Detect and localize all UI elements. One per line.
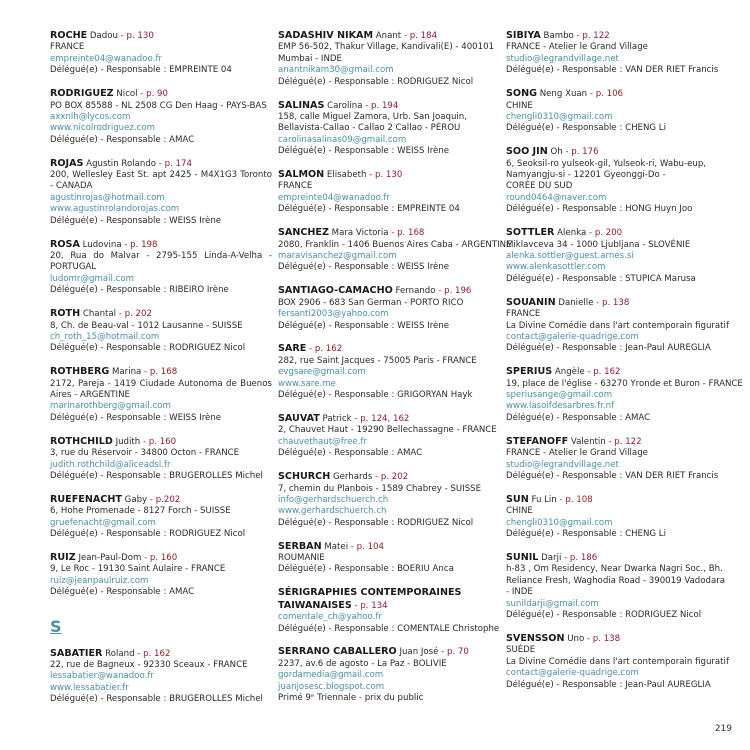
artist-surname: SADASHIV NIKAM	[278, 30, 374, 41]
artist-entry	[278, 343, 500, 401]
page-number: 219	[714, 724, 732, 734]
page-reference: - p. 168	[141, 367, 178, 378]
entry-detail: Délégué(e) - Responsable : BOERIU Anca	[278, 564, 454, 575]
artist-surname: SPERIUS	[506, 366, 553, 378]
artist-surname: RODRIGUEZ	[50, 88, 114, 100]
artist-first-name: Alenka	[554, 228, 587, 239]
page-reference: - p. 122	[573, 31, 610, 41]
entry-heading	[50, 436, 272, 448]
entry-detail: FRANCE	[278, 181, 313, 192]
contact-link[interactable]: comentale_ch@yahoo.fr	[278, 612, 382, 623]
entry-detail: 19, place de l'église - 63270 Yronde et Buron - FRANCE	[506, 378, 743, 389]
entry-detail: Délégué(e) - Responsable : BRUGEROLLES Michel	[50, 694, 263, 705]
entry-detail: 9, Le Roc - 19130 Saint Aulaire - FRANCE	[50, 564, 226, 575]
entry-detail: Délégué(e) - Responsable : STUPICA Marusa	[506, 273, 696, 284]
page-reference: - p. 108	[556, 494, 593, 505]
artist-surname: SALINAS	[278, 99, 325, 111]
artist-surname: STEFANOFF	[506, 435, 569, 447]
artist-first-name: Gaby	[121, 494, 148, 505]
artist-surname: SVENSSON	[506, 632, 565, 644]
entry-detail: SUÈDE	[506, 645, 536, 656]
contact-link[interactable]: lessabatier@wanadoo.fr	[50, 671, 154, 682]
page-reference: - p. 122	[605, 436, 642, 447]
artist-first-name: Matei	[321, 541, 349, 552]
entry-detail: 2, Chauvet Haut - 19290 Bellechassagne - FRANCE	[278, 425, 497, 436]
contact-link[interactable]: www.alenkasottler.com	[506, 262, 606, 273]
artist-entry	[50, 158, 272, 227]
contact-link[interactable]: anantnikam30@gmail.com	[278, 65, 394, 76]
artist-entry	[50, 308, 272, 355]
entry-detail: FRANCE	[506, 309, 541, 320]
contact-link[interactable]: ch_roth_15@hotmail.com	[50, 331, 160, 342]
artist-surname: SALMON	[278, 169, 325, 181]
artist-entry	[506, 146, 732, 215]
entry-detail: FRANCE - Atelier le Grand Village	[506, 42, 648, 53]
entry-detail: Délégué(e) - Responsable : WEISS Irène	[278, 320, 450, 331]
artist-surname: ROTHCHILD	[50, 435, 113, 447]
artist-surname: SANTIAGO-CAMACHO	[278, 285, 393, 297]
artist-first-name: Fu Lin	[528, 494, 557, 505]
artist-entry	[506, 552, 732, 621]
page-reference: - p. 124, 162	[351, 413, 410, 424]
entry-detail: 2080, Franklin - 1406 Buenos Aires Caba - ARGENTINE	[278, 239, 512, 250]
entry-heading	[278, 285, 500, 297]
entry-detail: Délégué(e) - Responsable : COMENTALE Christophe	[278, 623, 500, 634]
artist-surname-cont: TAIWANAISES	[278, 599, 352, 611]
entry-detail: Délégué(e) - Responsable : GRIGORYAN Hayk	[278, 390, 473, 401]
entry-detail: Délégué(e) - Responsable : RODRIGUEZ Nicol	[50, 529, 246, 540]
contact-link[interactable]: sunildarji@gmail.com	[506, 598, 599, 609]
contact-link[interactable]: www.lessabatier.fr	[50, 682, 129, 693]
entry-detail: h-83 , Om Residency, Near Dwarka Nagri Soc., Bh.	[506, 564, 723, 575]
entry-detail: Miklavceva 34 - 1000 Ljubljana - SLOVÉNIE	[506, 239, 691, 250]
contact-link[interactable]: speriusange@gmail.com	[506, 390, 613, 401]
entry-heading	[278, 169, 500, 181]
page-reference: - p. 162	[306, 344, 343, 355]
page-reference: - p.202	[147, 494, 181, 505]
entry-detail: Délégué(e) - Responsable : EMPREINTE 04	[278, 204, 460, 215]
artist-entry	[50, 436, 272, 483]
artist-surname: SABATIER	[50, 647, 103, 659]
artist-entry	[506, 494, 732, 541]
contact-link[interactable]: empreinte04@wanadoo.fr	[50, 53, 162, 64]
artist-first-name: Chantal	[80, 309, 117, 320]
page-reference: - p. 160	[140, 436, 177, 447]
artist-first-name: Elisabeth	[324, 170, 367, 181]
artist-first-name: Ludovina	[79, 239, 122, 250]
entry-heading	[50, 494, 272, 506]
artist-surname: SOO JIN	[506, 146, 548, 158]
entry-detail: 158, calle Miguel Zamora, Urb. San Joaquin,	[278, 111, 467, 122]
artist-entry	[50, 494, 272, 541]
entry-detail: Délégué(e) - Responsable : RODRIGUEZ Nicol	[278, 517, 474, 528]
contact-link[interactable]: empreinte04@wanadoo.fr	[278, 192, 390, 203]
page-reference: - p. 160	[141, 553, 178, 564]
page-reference: - p. 176	[562, 147, 599, 158]
artist-entry	[506, 88, 732, 135]
entry-heading	[506, 88, 732, 100]
entry-detail: 6, Seoksil-ro yulseok-gil, Yulseok-ri, Wabu-eup,	[506, 158, 707, 169]
entry-detail: Délégué(e) - Responsable : Jean-Paul AUREGLIA	[506, 679, 711, 690]
artist-entry	[278, 587, 500, 635]
entry-heading	[506, 633, 732, 645]
entry-detail: Délégué(e) - Responsable : AMAC	[50, 134, 195, 145]
entry-heading	[506, 436, 732, 448]
contact-link[interactable]: contact@galerie-quadrige.com	[506, 668, 639, 679]
artist-entry	[278, 169, 500, 216]
contact-link[interactable]: evgsare@gmail.com	[278, 367, 366, 378]
artist-surname: SOTTLER	[506, 227, 555, 239]
page-reference: - p. 198	[121, 239, 158, 250]
entry-detail: ROUMANIE	[278, 553, 325, 564]
entry-heading	[278, 646, 500, 658]
entry-heading	[506, 494, 732, 506]
entry-heading	[278, 413, 500, 425]
page-reference: - p. 200	[586, 228, 623, 239]
page-reference: - p. 196	[435, 286, 472, 297]
artist-entry	[50, 239, 272, 297]
entry-heading	[50, 88, 272, 100]
contact-link[interactable]: contact@galerie-quadrige.com	[506, 331, 639, 342]
artist-entry	[506, 227, 732, 285]
artist-first-name: Roland	[102, 648, 135, 659]
artist-entry	[278, 646, 500, 704]
entry-heading	[50, 239, 272, 251]
artist-surname: ROCHE	[50, 30, 88, 41]
contact-link[interactable]: www.sare.me	[278, 378, 336, 389]
artist-entry	[506, 633, 732, 691]
contact-link[interactable]: chengli0310@gmail.com	[506, 111, 613, 122]
artist-surname: SUN	[506, 493, 529, 505]
entry-detail: Namyangju-si - 12201 Gyeonggi-Do -	[506, 170, 666, 181]
entry-detail: Primé 9ᵉ Triennale - prix du public	[278, 693, 424, 704]
artist-first-name: Oh	[547, 147, 563, 158]
entry-detail: 7, chemin du Planbois - 1589 Chabrey - SUISSE	[278, 483, 482, 494]
entry-detail: Délégué(e) - Responsable : RODRIGUEZ Nicol	[506, 610, 702, 621]
artist-surname: RUIZ	[50, 552, 76, 564]
entry-detail: 8, Ch. de Beau-val - 1012 Lausanne - SUISSE	[50, 320, 243, 331]
artist-first-name: Bambo	[540, 31, 574, 41]
entry-detail: CHINE	[506, 506, 533, 517]
entry-detail: Délégué(e) - Responsable : WEISS Irène	[278, 146, 450, 157]
artist-surname: SERRANO CABALLERO	[278, 646, 397, 658]
artist-first-name: Carolina	[324, 100, 363, 111]
artist-entry	[506, 436, 732, 483]
contact-link[interactable]: chengli0310@gmail.com	[506, 517, 613, 528]
contact-link[interactable]: info@gerhardschuerch.ch	[278, 494, 389, 505]
entry-detail: Délégué(e) - Responsable : CHENG Li	[506, 529, 666, 540]
entry-detail: Délégué(e) - Responsable : AMAC	[506, 412, 651, 423]
artist-surname: SCHURCH	[278, 471, 331, 483]
artist-entry	[278, 471, 500, 529]
entry-heading	[506, 146, 732, 158]
artist-surname: SÉRIGRAPHIES CONTEMPORAINES	[278, 587, 462, 599]
artist-first-name: Darji	[538, 553, 562, 564]
contact-link[interactable]: marinarothberg@gmail.com	[50, 401, 171, 412]
entry-detail: Délégué(e) - Responsable : RODRIGUEZ Nicol	[50, 343, 246, 354]
artist-entry	[278, 541, 500, 576]
entry-detail: 2237, av.6 de agosto - La Paz - BOLIVIE	[278, 658, 447, 669]
entry-detail: Délégué(e) - Responsable : VAN DER RIET Francis	[506, 65, 719, 76]
entry-detail: 3, rue du Réservoir - 34800 Octon - FRANCE	[50, 448, 240, 459]
page-reference: - p. 162	[134, 648, 171, 659]
page-reference: - p. 162	[584, 367, 621, 378]
artist-entry	[506, 30, 732, 77]
column-3	[506, 30, 743, 703]
entry-heading	[50, 308, 272, 320]
entry-heading	[50, 158, 272, 170]
artist-first-name: Jean-Paul-Dom	[75, 553, 142, 564]
contact-link[interactable]: agustinrojas@hotmail.com	[50, 192, 165, 203]
artist-first-name: Juan José	[396, 647, 439, 658]
contact-link[interactable]: gruefenacht@gmail.com	[50, 517, 156, 528]
contact-link[interactable]: studio@legrandvillage.net	[506, 53, 619, 64]
entry-detail: Reliance Fresh, Waghodia Road - 390019 Vadodara	[506, 575, 726, 586]
page-reference: - p. 202	[372, 472, 409, 483]
artist-entry	[50, 648, 272, 706]
entry-heading	[50, 366, 272, 378]
entry-detail: Délégué(e) - Responsable : HONG Huyn Joo	[506, 204, 693, 215]
entry-heading	[506, 552, 732, 564]
page-reference: - p. 90	[137, 89, 168, 100]
contact-link[interactable]: studio@legrandvillage.net	[506, 459, 619, 470]
page-reference: - p. 138	[593, 297, 630, 308]
entry-detail: 200, Wellesley East St. apt 2425 - M4X1G3 Toronto - CANADA	[50, 170, 272, 192]
entry-heading	[50, 648, 272, 660]
artist-entry	[50, 88, 272, 146]
entry-detail: Délégué(e) - Responsable : WEISS Irène	[50, 412, 222, 423]
contact-link[interactable]: www.gerhardschuerch.ch	[278, 506, 387, 517]
page-reference: - p. 138	[584, 633, 621, 644]
artist-first-name: Mara Victoria	[328, 228, 389, 239]
artist-first-name: Gerhards	[330, 472, 373, 483]
page-reference: - p. 194	[362, 100, 399, 111]
contact-link[interactable]: www.lasoifdesarbres.fr.nf	[506, 401, 615, 412]
page-reference: - p. 104	[348, 541, 384, 552]
page-reference: - p. 130	[117, 31, 154, 41]
entry-detail: 22, rue de Bagneux - 92330 Sceaux - FRANCE	[50, 660, 248, 671]
artist-first-name: Patrick	[319, 413, 352, 424]
entry-detail: Délégué(e) - Responsable : WEISS Irène	[50, 215, 222, 226]
contact-link[interactable]: fersanti2003@yahoo.com	[278, 309, 389, 320]
section-letter: S	[50, 616, 62, 636]
column-1	[50, 30, 272, 717]
entry-heading	[506, 227, 732, 239]
artist-surname: ROSA	[50, 238, 80, 250]
entry-heading	[278, 587, 500, 599]
entry-heading	[50, 30, 272, 42]
entry-heading	[278, 471, 500, 483]
page-reference: - p. 130	[366, 170, 403, 181]
contact-link[interactable]: carolinasalinas09@gmail.com	[278, 134, 407, 145]
artist-surname: SERBAN	[278, 540, 322, 552]
artist-first-name: Judith	[112, 436, 141, 447]
artist-entry	[278, 227, 512, 274]
page-reference: - p. 186	[561, 553, 598, 564]
artist-surname: SOUANIN	[506, 296, 556, 308]
contact-link[interactable]: axxnlh@lycos.com	[50, 111, 131, 122]
contact-link[interactable]: alenka.sottler@guest.arnes.si	[506, 251, 634, 261]
artist-entry	[50, 366, 272, 424]
entry-heading	[278, 343, 500, 355]
contact-link[interactable]: ludomr@gmail.com	[50, 273, 134, 284]
artist-surname: SARE	[278, 343, 307, 355]
entry-heading	[506, 30, 732, 42]
contact-link[interactable]: www.nicolrodriguez.com	[50, 123, 155, 134]
entry-detail: Délégué(e) - Responsable : BRUGEROLLES Michel	[50, 471, 263, 481]
artist-first-name: Dadou	[87, 31, 118, 41]
artist-entry	[278, 413, 500, 460]
artist-first-name: Marina	[109, 367, 142, 378]
entry-detail: EMP 56-502, Thakur Village, Kandivali(E) - 400101	[278, 42, 495, 53]
artist-first-name: Nicol	[113, 89, 138, 100]
artist-first-name: Neng Xuan	[536, 89, 588, 100]
entry-heading	[278, 100, 500, 112]
contact-link[interactable]: chauvethaut@free.fr	[278, 436, 367, 447]
entry-detail: La Divine Comédie dans l'art contemporain figuratif	[506, 656, 729, 667]
artist-surname: SUNIL	[506, 552, 539, 564]
artist-first-name: Fernando	[392, 286, 436, 297]
contact-link[interactable]: gordamedia@gmail.com	[278, 670, 384, 681]
artist-surname: SIBIYA	[506, 30, 541, 41]
artist-surname: ROTHBERG	[50, 366, 110, 378]
entry-detail: Délégué(e) - Responsable : RIBEIRO Irène	[50, 285, 229, 296]
artist-first-name: Valentin	[568, 436, 606, 447]
page-reference: - p. 184	[401, 31, 438, 41]
entry-detail: CORÉE DU SUD	[506, 181, 573, 192]
artist-entry	[278, 100, 500, 158]
column-2	[278, 30, 512, 716]
entry-detail: Délégué(e) - Responsable : Jean-Paul AUREGLIA	[506, 343, 711, 354]
entry-detail: BOX 2906 - 683 San German - PORTO RICO	[278, 297, 464, 308]
contact-link[interactable]: ruiz@jeanpaulruiz.com	[50, 575, 149, 586]
artist-entry	[506, 366, 743, 424]
entry-heading	[278, 227, 500, 239]
entry-detail: Délégué(e) - Responsable : VAN DER RIET Francis	[506, 471, 719, 481]
entry-detail: 20, Rua do Malvar - 2795-155 Linda-A-Velha - PORTUGAL	[50, 251, 272, 273]
entry-detail: Délégué(e) - Responsable : RODRIGUEZ Nicol	[278, 76, 474, 87]
entry-heading	[506, 366, 732, 378]
page-reference: - p. 106	[587, 89, 624, 100]
artist-first-name: Danielle	[555, 297, 594, 308]
entry-heading-cont	[278, 600, 500, 612]
entry-detail: Délégué(e) - Responsable : EMPREINTE 04	[50, 65, 232, 76]
entry-detail: Délégué(e) - Responsable : WEISS Irène	[278, 262, 450, 273]
artist-entry	[50, 30, 272, 77]
entry-detail: 282, rue Saint Jacques - 75005 Paris - FRANCE	[278, 355, 477, 366]
artist-surname: SAUVAT	[278, 412, 320, 424]
page-reference: - p. 134	[351, 600, 388, 611]
entry-detail: CHINE	[506, 100, 533, 111]
artist-first-name: Anant	[373, 31, 402, 41]
contact-link[interactable]: juanjosesc.blogspot.com	[278, 681, 385, 692]
artist-surname: ROJAS	[50, 157, 84, 169]
entry-detail: FRANCE	[50, 42, 85, 53]
entry-detail: PO BOX 85588 - NL 2508 CG Den Haag - PAYS-BAS	[50, 100, 267, 111]
contact-link[interactable]: www.agustinrolandorojas.com	[50, 204, 180, 215]
page-reference: - p. 174	[156, 158, 192, 169]
entry-detail: Bellavista-Callao - Callao 2 Callao - PÉROU	[278, 123, 461, 134]
page-reference: - p. 70	[438, 647, 469, 658]
artist-first-name: Uno	[564, 633, 585, 644]
entry-heading	[278, 541, 500, 553]
artist-first-name: Angèle	[552, 367, 585, 378]
entry-detail: Délégué(e) - Responsable : AMAC	[50, 587, 195, 598]
entry-heading	[50, 552, 272, 564]
entry-detail: Délégué(e) - Responsable : CHENG Li	[506, 123, 666, 134]
artist-entry	[50, 552, 272, 599]
artist-surname: SANCHEZ	[278, 227, 329, 239]
entry-detail: FRANCE - Atelier le Grand Village	[506, 448, 648, 459]
artist-first-name: Agustin Rolando	[83, 158, 157, 169]
entry-detail: - INDE	[506, 587, 533, 598]
entry-detail: La Divine Comédie dans l'art contemporain figuratif	[506, 320, 729, 331]
artist-surname: RUEFENACHT	[50, 493, 122, 505]
entry-heading	[278, 30, 500, 42]
contact-link[interactable]: maravisanchez@gmail.com	[278, 251, 397, 261]
entry-detail: Délégué(e) - Responsable : AMAC	[278, 448, 423, 459]
artist-surname: SONG	[506, 88, 537, 100]
entry-detail: 2172, Pareja - 1419 Ciudade Autonoma de Buenos Aires - ARGENTINE	[50, 378, 272, 401]
entry-detail: Mumbai - INDE	[278, 53, 342, 64]
contact-link[interactable]: round0464@naver.com	[506, 192, 607, 203]
page-reference: - p. 168	[388, 228, 425, 239]
entry-heading	[506, 297, 732, 309]
artist-entry	[278, 285, 500, 332]
artist-entry	[506, 297, 732, 355]
artist-surname: ROTH	[50, 308, 81, 320]
artist-entry	[278, 30, 500, 88]
contact-link[interactable]: judith.rothchild@aliceadsl.fr	[50, 459, 171, 470]
entry-detail: 6, Hohe Promenade - 8127 Forch - SUISSE	[50, 506, 231, 517]
page-reference: - p. 202	[116, 309, 152, 320]
